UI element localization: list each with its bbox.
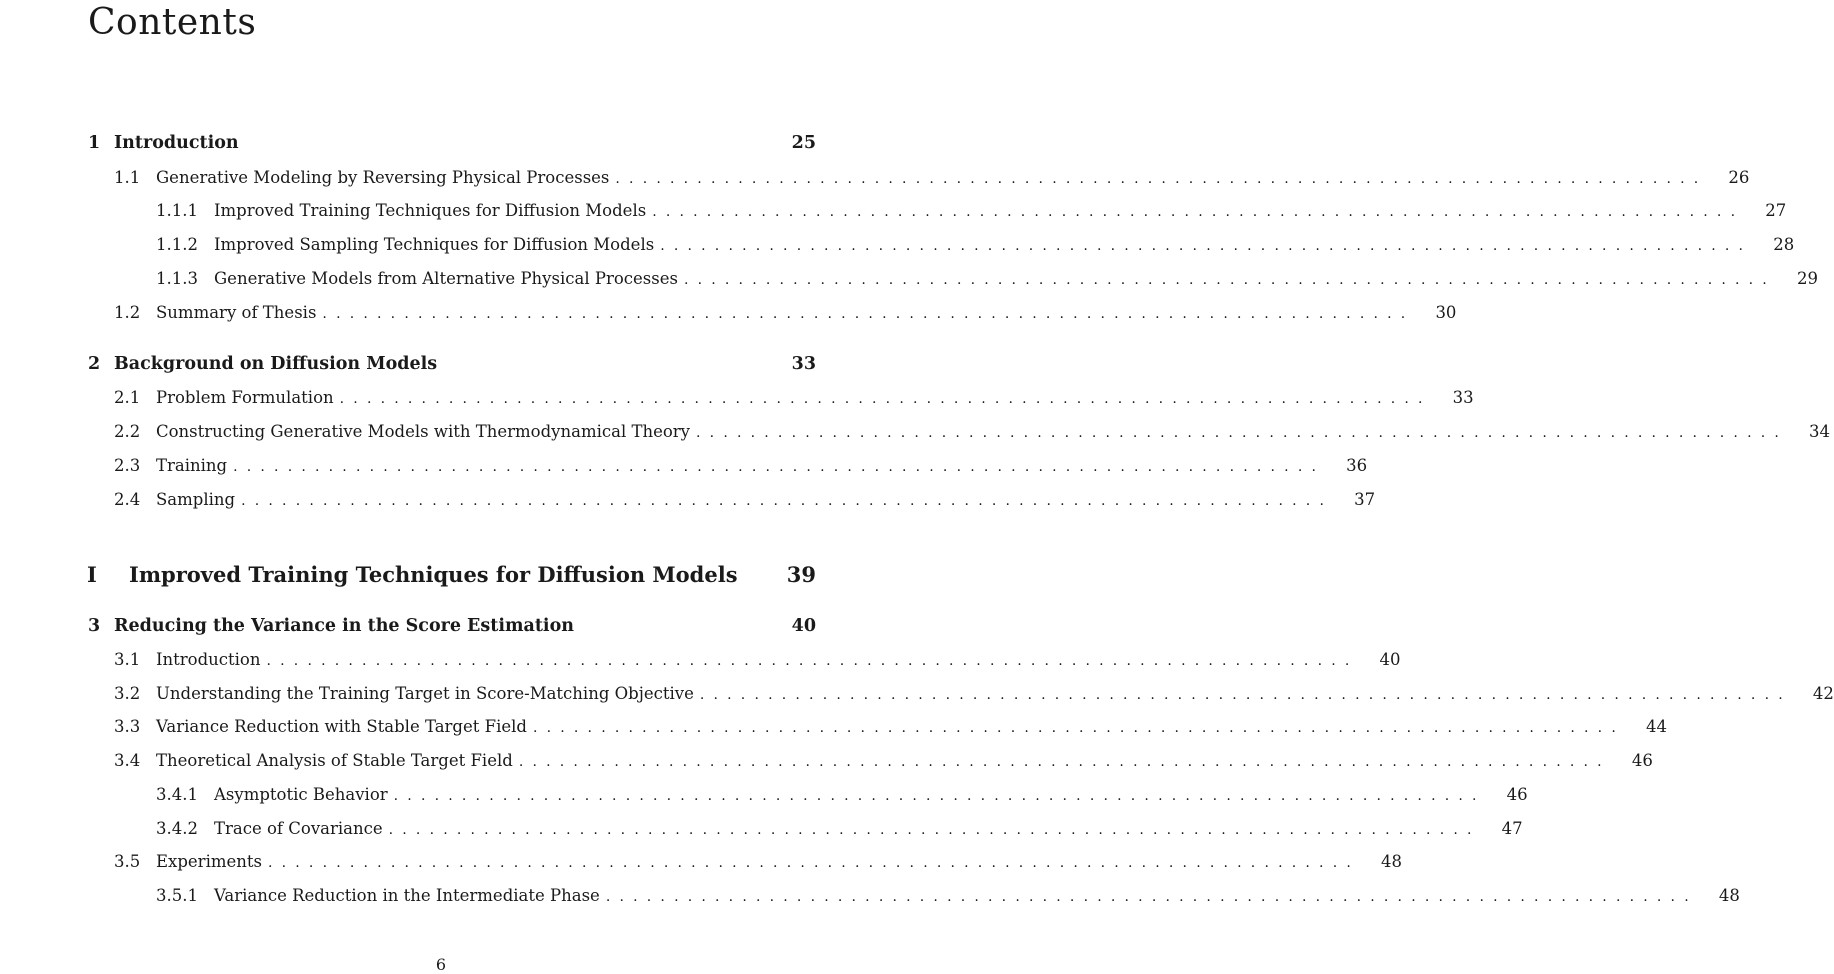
toc-entry-number: 3.4	[114, 751, 141, 770]
toc-entry-number: 3.4.1	[156, 785, 198, 804]
dot-leader: ................................................................................	[388, 822, 1481, 838]
toc-entry-section[interactable]	[114, 684, 1834, 706]
toc-entry-number: 2.4	[114, 490, 141, 509]
dot-leader: ................................................................................	[518, 754, 1611, 770]
toc-entry-title: Constructing Generative Models with Thermodynamical Theory	[156, 422, 691, 441]
toc-entry-section[interactable]	[114, 168, 1750, 190]
dot-leader: ................................................................................	[233, 459, 1326, 475]
toc-entry-number: 1.1.1	[156, 201, 198, 220]
toc-entry-section[interactable]	[114, 650, 1401, 672]
page-number: 6	[435, 955, 447, 974]
toc-entry-title: Introduction	[114, 133, 239, 153]
toc-entry-page: 47	[1501, 819, 1523, 838]
dot-leader: ................................................................................	[605, 889, 1698, 905]
toc-entry-title: Understanding the Training Target in Score-Matching Objective	[156, 684, 694, 703]
toc-entry-number: 2	[88, 354, 101, 374]
toc-entry-number: I	[87, 562, 97, 587]
toc-entry-title: Variance Reduction in the Intermediate Phase	[214, 886, 600, 905]
toc-entry-title: Trace of Covariance	[214, 819, 383, 838]
toc-entry-number: 3.1	[114, 650, 141, 669]
toc-entry-page: 29	[1796, 269, 1818, 288]
toc-entry-number: 2.3	[114, 456, 141, 475]
toc-entry-title: Background on Diffusion Models	[114, 354, 438, 374]
dot-leader: ................................................................................	[532, 720, 1625, 736]
toc-entry-number: 2.1	[114, 388, 141, 407]
toc-entry-number: 3.4.2	[156, 819, 198, 838]
page-title: Contents	[88, 2, 257, 43]
toc-entry-page: 26	[1728, 168, 1750, 187]
toc-entry-number: 3.5.1	[156, 886, 198, 905]
dot-leader: ................................................................................	[267, 855, 1360, 871]
toc-entry-title: Summary of Thesis	[156, 303, 317, 322]
toc-entry-number: 1.1.2	[156, 235, 198, 254]
dot-leader: ................................................................................	[339, 391, 1432, 407]
dot-leader: ................................................................................	[660, 238, 1753, 254]
toc-entry-page: 46	[1506, 785, 1528, 804]
toc-entry-page: 46	[1631, 751, 1653, 770]
toc-entry-page: 39	[786, 562, 816, 587]
toc-entry-subsection[interactable]	[156, 235, 1795, 257]
toc-entry-section[interactable]	[114, 852, 1402, 874]
toc-entry-number: 1.2	[114, 303, 141, 322]
toc-entry-title: Theoretical Analysis of Stable Target Field	[156, 751, 513, 770]
toc-entry-page: 48	[1718, 886, 1740, 905]
toc-entry-title: Asymptotic Behavior	[214, 785, 388, 804]
dot-leader: ................................................................................	[393, 788, 1486, 804]
toc-entry-page: 33	[791, 354, 816, 374]
toc-entry-page: 40	[1379, 650, 1401, 669]
toc-entry-title: Improved Sampling Techniques for Diffusion Models	[214, 235, 655, 254]
toc-entry-page: 44	[1645, 717, 1667, 736]
toc-entry-page: 30	[1435, 303, 1457, 322]
toc-entry-title: Generative Models from Alternative Physical Processes	[214, 269, 678, 288]
dot-leader: ................................................................................	[266, 653, 1359, 669]
dot-leader: ................................................................................	[652, 204, 1745, 220]
toc-entry-page: 28	[1773, 235, 1795, 254]
toc-entry-page: 33	[1452, 388, 1474, 407]
dot-leader: ................................................................................	[699, 687, 1792, 703]
toc-entry-title: Sampling	[156, 490, 236, 509]
toc-entry-title: Improved Training Techniques for Diffusion Models	[214, 201, 647, 220]
toc-entry-page: 25	[791, 133, 816, 153]
toc-entry-title: Reducing the Variance in the Score Estimation	[114, 616, 574, 636]
toc-entry-section[interactable]	[114, 303, 1457, 325]
toc-entry-section[interactable]	[114, 456, 1368, 478]
toc-entry-title: Generative Modeling by Reversing Physical Processes	[156, 168, 610, 187]
toc-entry-subsection[interactable]	[156, 819, 1523, 841]
toc-entry-number: 3	[88, 616, 101, 636]
toc-entry-title: Improved Training Techniques for Diffusion Models	[129, 562, 738, 587]
toc-entry-title: Problem Formulation	[156, 388, 334, 407]
toc-entry-part[interactable]	[87, 562, 816, 587]
toc-entry-number: 2.2	[114, 422, 141, 441]
toc-entry-number: 3.2	[114, 684, 141, 703]
toc-entry-section[interactable]	[114, 751, 1653, 773]
toc-entry-chapter[interactable]	[88, 616, 816, 638]
dot-leader: ................................................................................	[683, 272, 1776, 288]
dot-leader: ................................................................................	[615, 171, 1708, 187]
toc-entry-title: Introduction	[156, 650, 261, 669]
toc-entry-number: 1.1.3	[156, 269, 198, 288]
toc-entry-title: Variance Reduction with Stable Target Field	[156, 717, 527, 736]
toc-entry-page: 37	[1354, 490, 1376, 509]
toc-entry-subsection[interactable]	[156, 886, 1740, 908]
dot-leader: ................................................................................	[322, 306, 1415, 322]
toc-entry-section[interactable]	[114, 490, 1376, 512]
toc-entry-title: Experiments	[156, 852, 262, 871]
toc-entry-subsection[interactable]	[156, 201, 1787, 223]
toc-entry-number: 1	[88, 133, 101, 153]
dot-leader: ................................................................................	[696, 425, 1789, 441]
toc-entry-page: 40	[791, 616, 816, 636]
toc-entry-page: 34	[1809, 422, 1831, 441]
toc-entry-page: 48	[1381, 852, 1402, 871]
toc-entry-subsection[interactable]	[156, 785, 1528, 807]
toc-entry-title: Training	[156, 456, 228, 475]
toc-entry-number: 1.1	[114, 168, 141, 187]
toc-entry-number: 3.5	[114, 852, 141, 871]
toc-entry-chapter[interactable]	[88, 354, 816, 376]
toc-entry-number: 3.3	[114, 717, 141, 736]
toc-entry-subsection[interactable]	[156, 269, 1818, 291]
dot-leader: ................................................................................	[241, 493, 1334, 509]
toc-entry-page: 42	[1812, 684, 1834, 703]
toc-entry-page: 27	[1765, 201, 1787, 220]
toc-entry-page: 36	[1346, 456, 1368, 475]
toc-entry-section[interactable]	[114, 717, 1667, 739]
toc-entry-section[interactable]	[114, 388, 1474, 410]
toc-entry-chapter[interactable]	[88, 133, 816, 155]
toc-entry-section[interactable]	[114, 422, 1831, 444]
